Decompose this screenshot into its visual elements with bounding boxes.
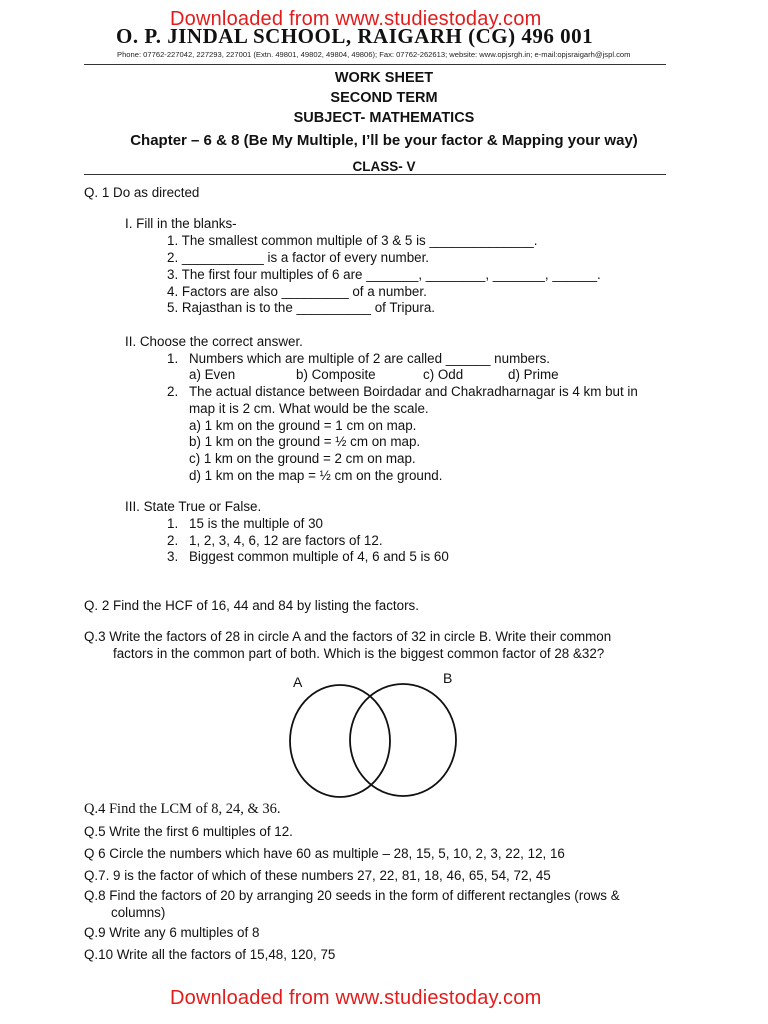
- q1-part2-q1-option: d) Prime: [508, 367, 559, 382]
- circle-b-label: B: [443, 670, 453, 686]
- q1-part3-item: 15 is the multiple of 30: [189, 516, 323, 531]
- q1-part2-q1-option: c) Odd: [423, 367, 464, 382]
- q8-line1: Q.8 Find the factors of 20 by arranging 20 seeds in the form of different rectangles (rows &: [84, 888, 620, 903]
- subject-title: SUBJECT- MATHEMATICS: [293, 110, 475, 126]
- q1-part2-q2-num: 2.: [167, 384, 179, 399]
- q1-part2-q1-option: b) Composite: [296, 367, 376, 382]
- venn-diagram: [280, 664, 480, 800]
- circle-a-label: A: [293, 674, 303, 690]
- q1-part1-heading: I. Fill in the blanks-: [125, 216, 237, 231]
- header-rule-top: [84, 64, 666, 65]
- circle-b: [350, 684, 456, 796]
- q6-text: Q 6 Circle the numbers which have 60 as multiple – 28, 15, 5, 10, 2, 3, 22, 12, 16: [84, 846, 565, 861]
- q3-line1: Q.3 Write the factors of 28 in circle A and the factors of 32 in circle B. Write their common: [84, 629, 612, 644]
- q1-part3-num: 2.: [167, 533, 179, 548]
- q1-part1-item: 1. The smallest common multiple of 3 & 5 is ______________.: [167, 233, 538, 248]
- q1-part2-q1-text: Numbers which are multiple of 2 are called ______ numbers.: [189, 351, 550, 366]
- q1-part3-item: Biggest common multiple of 4, 6 and 5 is 60: [189, 549, 449, 564]
- q1-part3-heading: III. State True or False.: [125, 499, 262, 514]
- q1-part2-q2-option: a) 1 km on the ground = 1 cm on map.: [189, 418, 417, 433]
- q1-part2-q1-num: 1.: [167, 351, 179, 366]
- q8-line2: columns): [111, 905, 166, 920]
- q1-part2-q2-line1: The actual distance between Boirdadar and Chakradharnagar is 4 km but in: [189, 384, 638, 399]
- header-rule-bottom: [84, 174, 666, 175]
- school-name: O. P. JINDAL SCHOOL, RAIGARH (CG) 496 001: [116, 24, 594, 48]
- term-title: SECOND TERM: [330, 90, 438, 106]
- q1-part1-item: 2. ___________ is a factor of every number.: [167, 250, 430, 265]
- q2-text: Q. 2 Find the HCF of 16, 44 and 84 by listing the factors.: [84, 598, 419, 613]
- q1-part2-q2-line2: map it is 2 cm. What would be the scale.: [189, 401, 429, 416]
- q1-part3-num: 1.: [167, 516, 179, 531]
- q1-part2-q2-option: c) 1 km on the ground = 2 cm on map.: [189, 451, 416, 466]
- q3-line2: factors in the common part of both. Which is the biggest common factor of 28 &32?: [113, 646, 605, 661]
- q1-part3-item: 1, 2, 3, 4, 6, 12 are factors of 12.: [189, 533, 383, 548]
- q1-part3-num: 3.: [167, 549, 179, 564]
- q1-part1-item: 4. Factors are also _________ of a number.: [167, 284, 427, 299]
- q1-part2-q1-option: a) Even: [189, 367, 236, 382]
- q7-text: Q.7. 9 is the factor of which of these numbers 27, 22, 81, 18, 46, 65, 54, 72, 45: [84, 868, 551, 883]
- q10-text: Q.10 Write all the factors of 15,48, 120, 75: [84, 947, 336, 962]
- q1-part2-heading: II. Choose the correct answer.: [125, 334, 303, 349]
- q1-part1-item: 3. The first four multiples of 6 are _______, ________, _______, ______.: [167, 267, 601, 282]
- circle-a: [290, 685, 390, 797]
- q1-part2-q2-option: b) 1 km on the ground = ½ cm on map.: [189, 434, 421, 449]
- q1-part1-item: 5. Rajasthan is to the __________ of Tripura.: [167, 300, 435, 315]
- q5-text: Q.5 Write the first 6 multiples of 12.: [84, 824, 293, 839]
- q4-text: Q.4 Find the LCM of 8, 24, & 36.: [84, 801, 281, 817]
- q1-part2-q2-option: d) 1 km on the map = ½ cm on the ground.: [189, 468, 443, 483]
- chapter-title: Chapter – 6 & 8 (Be My Multiple, I’ll be your factor & Mapping your way): [130, 132, 638, 149]
- q1-title: Q. 1 Do as directed: [84, 185, 200, 200]
- watermark-bottom[interactable]: Downloaded from www.studiestoday.com: [170, 987, 542, 1009]
- worksheet-title: WORK SHEET: [334, 70, 434, 86]
- class-title: CLASS- V: [352, 159, 416, 174]
- watermark-top[interactable]: Downloaded from www.studiestoday.com: [170, 8, 542, 30]
- q9-text: Q.9 Write any 6 multiples of 8: [84, 925, 260, 940]
- contact-info: Phone: 07762-227042, 227293, 227001 (Extn. 49801, 49802, 49804, 49806); Fax: 07762-262613; website: www.opjsrgh.in; e-mail:opjsraigarh@jspl.com: [117, 50, 631, 59]
